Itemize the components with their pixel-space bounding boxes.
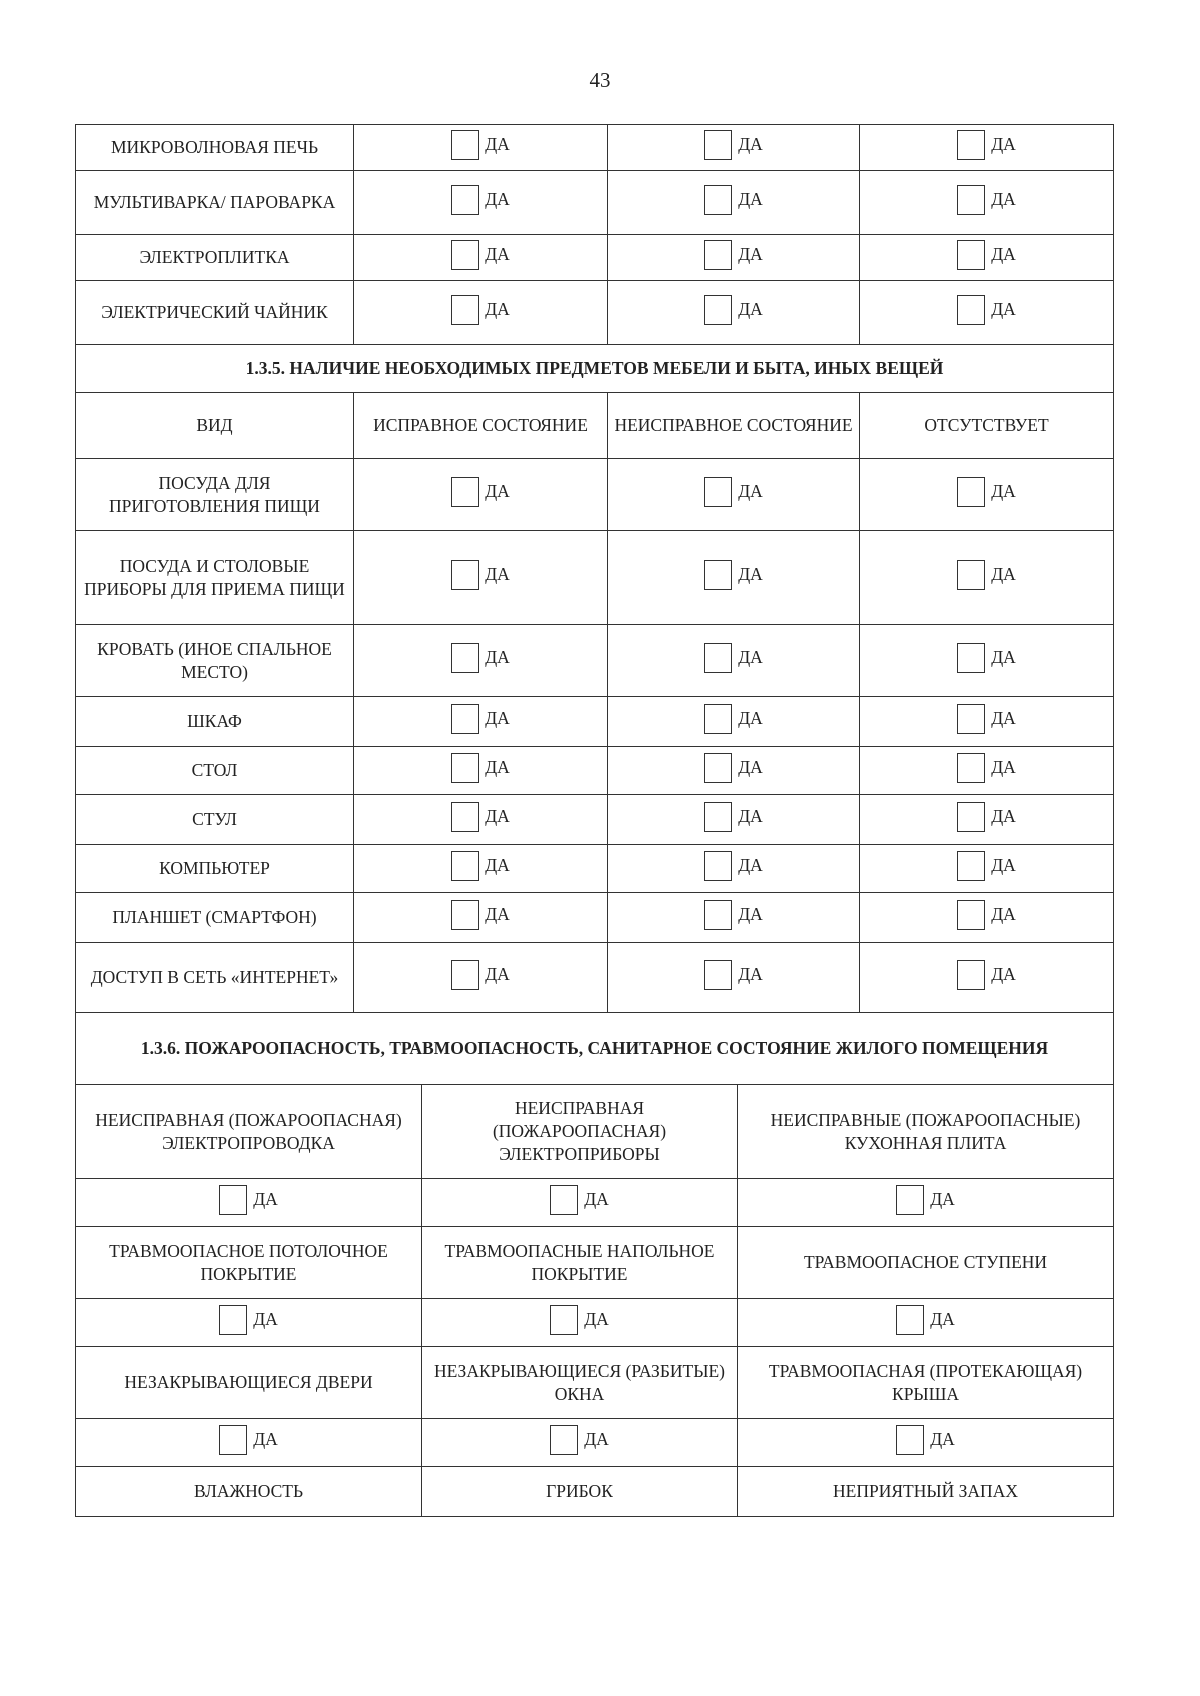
yes-label: ДА [991,299,1016,319]
hazard-label: НЕИСПРАВНАЯ (ПОЖАРООПАСНАЯ) ЭЛЕКТРОПРОВОДКА [76,1085,422,1179]
status-cell [354,125,608,171]
checkbox-box[interactable] [896,1185,924,1215]
status-cell [860,845,1114,893]
hazard-label: ВЛАЖНОСТЬ [76,1467,422,1517]
status-cell [860,459,1114,531]
status-cell [860,943,1114,1013]
checkbox-box[interactable] [704,295,732,325]
status-cell [860,625,1114,697]
yes-checkbox[interactable] [957,295,1016,325]
yes-checkbox[interactable] [451,900,510,930]
checkbox-box[interactable] [451,477,479,507]
yes-checkbox[interactable] [704,240,763,270]
status-cell [608,795,860,845]
status-cell [354,697,608,747]
status-cell [354,747,608,795]
yes-checkbox[interactable] [704,753,763,783]
yes-label: ДА [253,1189,278,1209]
checkbox-box[interactable] [957,960,985,990]
checkbox-box[interactable] [704,185,732,215]
status-cell [608,943,860,1013]
checkbox-box[interactable] [957,130,985,160]
yes-label: ДА [738,189,763,209]
yes-label: ДА [991,806,1016,826]
appliance-name: ЭЛЕКТРИЧЕСКИЙ ЧАЙНИК [76,281,354,345]
yes-checkbox[interactable] [451,753,510,783]
checkbox-box[interactable] [550,1425,578,1455]
hazard-label: ТРАВМООПАСНОЕ ПОТОЛОЧНОЕ ПОКРЫТИЕ [76,1227,422,1299]
hazard-label: НЕИСПРАВНЫЕ (ПОЖАРООПАСНЫЕ) КУХОННАЯ ПЛИТА [738,1085,1114,1179]
checkbox-box[interactable] [957,240,985,270]
yes-label: ДА [738,904,763,924]
yes-checkbox[interactable] [957,851,1016,881]
hazard-label: ГРИБОК [422,1467,738,1517]
checkbox-box[interactable] [704,851,732,881]
item-name: ПЛАНШЕТ (СМАРТФОН) [76,893,354,943]
yes-checkbox[interactable] [704,802,763,832]
status-cell [608,171,860,235]
hazard-label: ТРАВМООПАСНОЕ СТУПЕНИ [738,1227,1114,1299]
yes-checkbox[interactable] [957,643,1016,673]
yes-label: ДА [991,481,1016,501]
yes-label: ДА [584,1309,609,1329]
checkbox-box[interactable] [704,130,732,160]
checkbox-box[interactable] [550,1305,578,1335]
status-cell [860,531,1114,625]
yes-checkbox[interactable] [451,560,510,590]
checkbox-box[interactable] [451,130,479,160]
status-cell [608,459,860,531]
checkbox-box[interactable] [704,477,732,507]
hazard-check-cell [76,1299,422,1347]
status-cell [860,747,1114,795]
yes-checkbox[interactable] [957,802,1016,832]
yes-checkbox[interactable] [704,185,763,215]
yes-checkbox[interactable] [451,240,510,270]
yes-checkbox[interactable] [451,960,510,990]
yes-checkbox[interactable] [451,185,510,215]
checkbox-box[interactable] [451,960,479,990]
yes-checkbox[interactable] [896,1185,955,1215]
yes-label: ДА [738,708,763,728]
hazard-label: НЕЗАКРЫВАЮЩИЕСЯ ДВЕРИ [76,1347,422,1419]
checkbox-box[interactable] [896,1305,924,1335]
yes-checkbox[interactable] [957,560,1016,590]
checkbox-box[interactable] [219,1185,247,1215]
yes-label: ДА [991,134,1016,154]
checkbox-box[interactable] [704,240,732,270]
checkbox-box[interactable] [704,960,732,990]
form-table [75,124,1114,1517]
yes-label: ДА [738,564,763,584]
appliance-name: ЭЛЕКТРОПЛИТКА [76,235,354,281]
hazard-check-cell [76,1179,422,1227]
hazard-label: ТРАВМООПАСНАЯ (ПРОТЕКАЮЩАЯ) КРЫША [738,1347,1114,1419]
yes-label: ДА [738,481,763,501]
yes-label: ДА [930,1189,955,1209]
hazard-check-cell [422,1179,738,1227]
hazard-check-cell [738,1419,1114,1467]
item-name: КОМПЬЮТЕР [76,845,354,893]
checkbox-box[interactable] [550,1185,578,1215]
checkbox-box[interactable] [451,753,479,783]
yes-checkbox[interactable] [451,802,510,832]
checkbox-box[interactable] [451,240,479,270]
yes-label: ДА [253,1429,278,1449]
status-cell [608,747,860,795]
status-cell [608,845,860,893]
yes-checkbox[interactable] [451,130,510,160]
status-cell [354,943,608,1013]
checkbox-box[interactable] [957,753,985,783]
yes-label: ДА [485,647,510,667]
checkbox-box[interactable] [451,643,479,673]
yes-checkbox[interactable] [704,560,763,590]
appliance-name: МУЛЬТИВАРКА/ ПАРОВАРКА [76,171,354,235]
yes-label: ДА [485,564,510,584]
yes-label: ДА [485,708,510,728]
status-cell [354,531,608,625]
yes-label: ДА [930,1429,955,1449]
yes-checkbox[interactable] [451,704,510,734]
yes-checkbox[interactable] [219,1425,278,1455]
yes-label: ДА [485,806,510,826]
checkbox-box[interactable] [957,802,985,832]
yes-label: ДА [930,1309,955,1329]
yes-checkbox[interactable] [704,960,763,990]
yes-label: ДА [485,964,510,984]
yes-label: ДА [991,855,1016,875]
checkbox-box[interactable] [957,185,985,215]
hazard-label: ТРАВМООПАСНЫЕ НАПОЛЬНОЕ ПОКРЫТИЕ [422,1227,738,1299]
yes-label: ДА [991,757,1016,777]
yes-label: ДА [485,244,510,264]
checkbox-box[interactable] [451,704,479,734]
yes-checkbox[interactable] [957,130,1016,160]
yes-checkbox[interactable] [704,900,763,930]
status-cell [608,893,860,943]
status-cell [354,795,608,845]
yes-label: ДА [991,904,1016,924]
status-cell [354,235,608,281]
yes-checkbox[interactable] [957,704,1016,734]
yes-checkbox[interactable] [957,753,1016,783]
checkbox-box[interactable] [957,851,985,881]
yes-label: ДА [991,964,1016,984]
checkbox-box[interactable] [896,1425,924,1455]
item-name: СТУЛ [76,795,354,845]
checkbox-box[interactable] [957,900,985,930]
checkbox-box[interactable] [704,704,732,734]
checkbox-box[interactable] [451,851,479,881]
yes-checkbox[interactable] [451,851,510,881]
yes-label: ДА [738,855,763,875]
checkbox-box[interactable] [704,802,732,832]
yes-checkbox[interactable] [896,1425,955,1455]
item-name: СТОЛ [76,747,354,795]
yes-label: ДА [485,299,510,319]
hazard-check-cell [738,1179,1114,1227]
status-cell [354,459,608,531]
status-cell [354,171,608,235]
yes-label: ДА [991,189,1016,209]
yes-label: ДА [485,757,510,777]
yes-checkbox[interactable] [219,1305,278,1335]
yes-checkbox[interactable] [550,1425,609,1455]
status-cell [860,171,1114,235]
status-cell [608,125,860,171]
checkbox-box[interactable] [219,1425,247,1455]
yes-label: ДА [738,964,763,984]
yes-label: ДА [991,244,1016,264]
hazard-label: НЕЗАКРЫВАЮЩИЕСЯ (РАЗБИТЫЕ) ОКНА [422,1347,738,1419]
checkbox-box[interactable] [704,560,732,590]
item-name: КРОВАТЬ (ИНОЕ СПАЛЬНОЕ МЕСТО) [76,625,354,697]
yes-label: ДА [485,189,510,209]
yes-label: ДА [485,855,510,875]
checkbox-box[interactable] [704,643,732,673]
checkbox-box[interactable] [451,900,479,930]
column-header-absent: ОТСУТСТВУЕТ [860,393,1114,459]
item-name: ПОСУДА ДЛЯ ПРИГОТОВЛЕНИЯ ПИЩИ [76,459,354,531]
hazard-check-cell [422,1299,738,1347]
yes-label: ДА [584,1429,609,1449]
checkbox-box[interactable] [957,704,985,734]
yes-checkbox[interactable] [451,643,510,673]
yes-label: ДА [991,564,1016,584]
yes-checkbox[interactable] [957,240,1016,270]
status-cell [354,625,608,697]
checkbox-box[interactable] [451,295,479,325]
status-cell [608,531,860,625]
yes-checkbox[interactable] [704,130,763,160]
yes-checkbox[interactable] [896,1305,955,1335]
status-cell [860,795,1114,845]
checkbox-box[interactable] [957,477,985,507]
yes-checkbox[interactable] [704,704,763,734]
yes-checkbox[interactable] [550,1305,609,1335]
column-header-good: ИСПРАВНОЕ СОСТОЯНИЕ [354,393,608,459]
yes-label: ДА [738,757,763,777]
yes-checkbox[interactable] [704,851,763,881]
hazard-label: НЕИСПРАВНАЯ (ПОЖАРООПАСНАЯ) ЭЛЕКТРОПРИБОРЫ [422,1085,738,1179]
yes-label: ДА [485,134,510,154]
yes-checkbox[interactable] [957,477,1016,507]
yes-checkbox[interactable] [704,295,763,325]
yes-checkbox[interactable] [704,643,763,673]
yes-checkbox[interactable] [219,1185,278,1215]
yes-checkbox[interactable] [957,960,1016,990]
item-name: ПОСУДА И СТОЛОВЫЕ ПРИБОРЫ ДЛЯ ПРИЕМА ПИЩИ [76,531,354,625]
column-header-type: ВИД [76,393,354,459]
status-cell [608,697,860,747]
checkbox-box[interactable] [219,1305,247,1335]
yes-label: ДА [485,904,510,924]
yes-checkbox[interactable] [550,1185,609,1215]
status-cell [354,893,608,943]
status-cell [354,845,608,893]
status-cell [608,235,860,281]
checkbox-box[interactable] [451,560,479,590]
hazard-label: НЕПРИЯТНЫЙ ЗАПАХ [738,1467,1114,1517]
page-number: 43 [589,68,611,92]
yes-checkbox[interactable] [451,295,510,325]
item-name: ШКАФ [76,697,354,747]
yes-label: ДА [738,244,763,264]
yes-label: ДА [738,647,763,667]
column-header-faulty: НЕИСПРАВНОЕ СОСТОЯНИЕ [608,393,860,459]
checkbox-box[interactable] [451,802,479,832]
checkbox-box[interactable] [957,560,985,590]
hazard-check-cell [738,1299,1114,1347]
item-name: ДОСТУП В СЕТЬ «ИНТЕРНЕТ» [76,943,354,1013]
yes-checkbox[interactable] [957,900,1016,930]
yes-label: ДА [991,708,1016,728]
status-cell [860,697,1114,747]
yes-checkbox[interactable] [704,477,763,507]
checkbox-box[interactable] [451,185,479,215]
appliance-name: МИКРОВОЛНОВАЯ ПЕЧЬ [76,125,354,171]
checkbox-box[interactable] [704,900,732,930]
status-cell [608,625,860,697]
yes-checkbox[interactable] [957,185,1016,215]
checkbox-box[interactable] [704,753,732,783]
status-cell [860,235,1114,281]
checkbox-box[interactable] [957,295,985,325]
section-title-135: 1.3.5. НАЛИЧИЕ НЕОБХОДИМЫХ ПРЕДМЕТОВ МЕБЕЛИ И БЫТА, ИНЫХ ВЕЩЕЙ [76,345,1114,393]
yes-label: ДА [738,806,763,826]
yes-checkbox[interactable] [451,477,510,507]
status-cell [860,281,1114,345]
yes-label: ДА [485,481,510,501]
hazard-check-cell [76,1419,422,1467]
yes-label: ДА [738,134,763,154]
status-cell [608,281,860,345]
checkbox-box[interactable] [957,643,985,673]
section-title-136: 1.3.6. ПОЖАРООПАСНОСТЬ, ТРАВМООПАСНОСТЬ, САНИТАРНОЕ СОСТОЯНИЕ ЖИЛОГО ПОМЕЩЕНИЯ [76,1013,1114,1085]
hazard-check-cell [422,1419,738,1467]
status-cell [354,281,608,345]
status-cell [860,893,1114,943]
yes-label: ДА [738,299,763,319]
yes-label: ДА [253,1309,278,1329]
status-cell [860,125,1114,171]
yes-label: ДА [584,1189,609,1209]
yes-label: ДА [991,647,1016,667]
